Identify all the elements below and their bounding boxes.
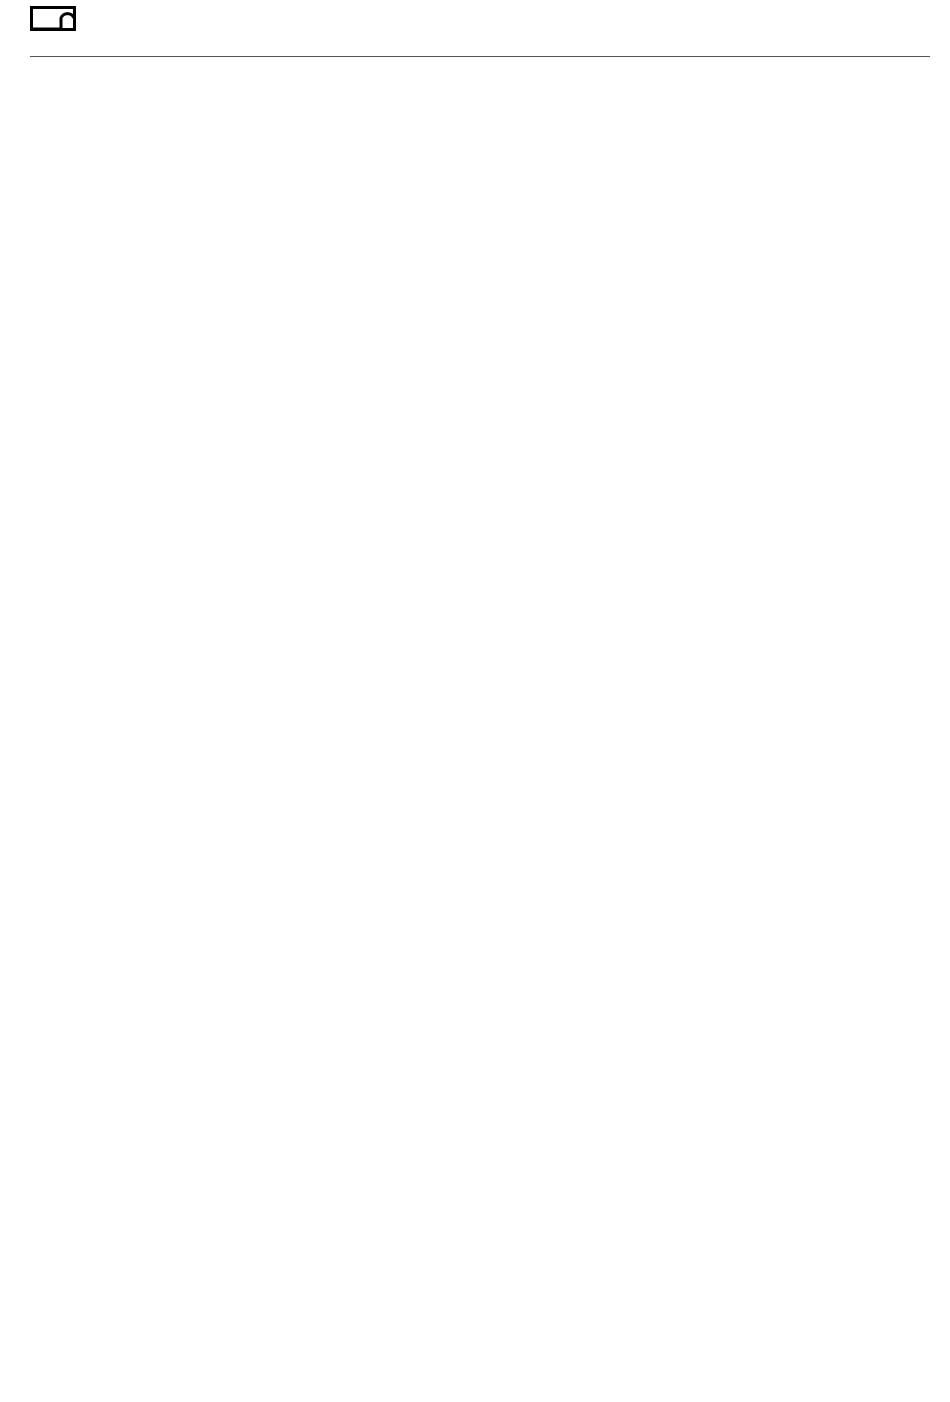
page-header (30, 0, 930, 57)
page-footer (30, 1372, 930, 1402)
hbm-logo-icon (30, 6, 76, 44)
page-content (30, 113, 935, 153)
